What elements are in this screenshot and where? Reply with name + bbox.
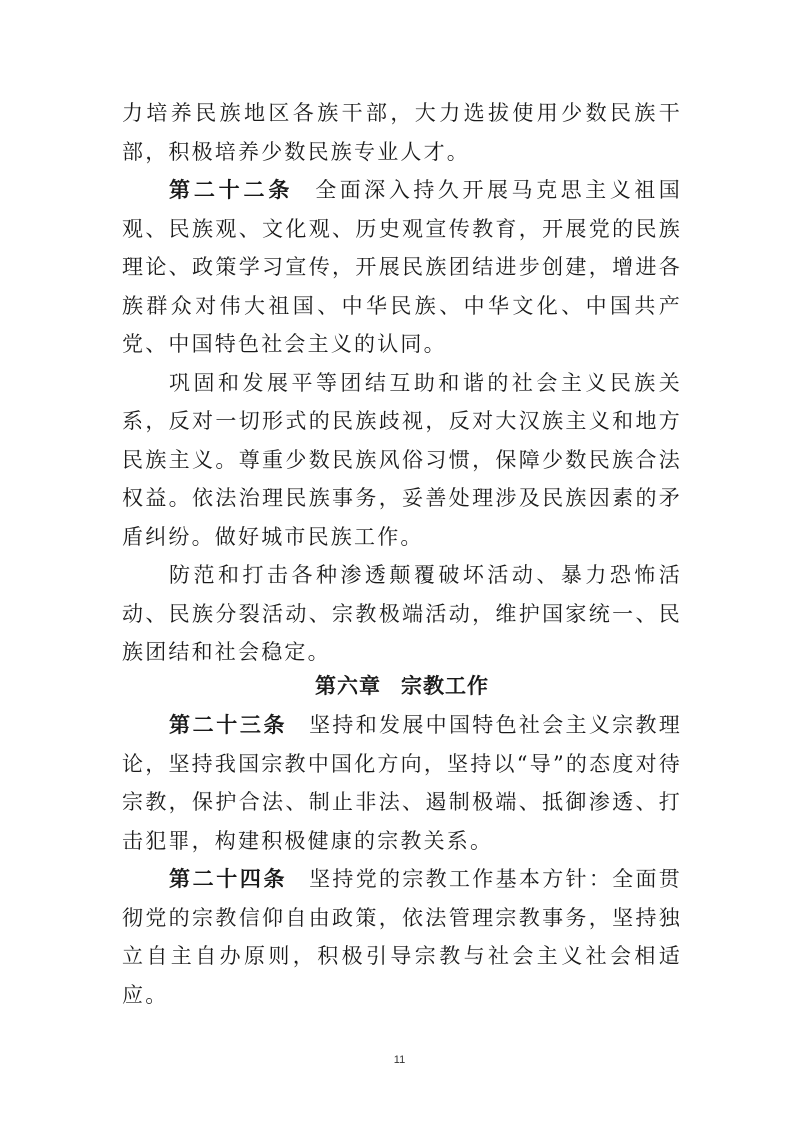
article-22	[122, 171, 682, 364]
body-text-bottom	[122, 706, 682, 1014]
article-22-label: 第二十二条	[169, 178, 294, 202]
paragraph-continuation: 力培养民族地区各族干部，大力选拔使用少数民族干部，积极培养少数民族专业人才。	[122, 101, 682, 164]
article-24-text: 坚持党的宗教工作基本方针：全面贯彻党的宗教信仰自由政策，依法管理宗教事务，坚持独立自主自办原则，积极引导宗教与社会主义社会相适应。	[122, 867, 682, 1007]
chapter-block	[122, 667, 682, 706]
article-24-label: 第二十四条	[169, 867, 288, 891]
article-23	[122, 706, 682, 860]
paragraph-ethnic-relations: 巩固和发展平等团结互助和谐的社会主义民族关系，反对一切形式的民族歧视，反对大汉族主义和地方民族主义。尊重少数民族风俗习惯，保障少数民族合法权益。依法治理民族事务，妥善处理涉及民族因素的矛盾纠纷。做好城市民族工作。	[122, 370, 682, 549]
chapter-number: 第六章	[315, 674, 381, 698]
article-24	[122, 860, 682, 1014]
chapter-title: 宗教工作	[401, 674, 489, 698]
article-22-text: 全面深入持久开展马克思主义祖国观、民族观、文化观、历史观宣传教育，开展党的民族理论、政策学习宣传，开展民族团结进步创建，增进各族群众对伟大祖国、中华民族、中华文化、中国共产党、中国特色社会主义的认同。	[122, 178, 683, 356]
page-number: 11	[393, 1054, 406, 1066]
body-text-top	[122, 94, 682, 672]
chapter-heading	[122, 667, 682, 706]
article-23-label: 第二十三条	[169, 713, 288, 737]
article-23-text: 坚持和发展中国特色社会主义宗教理论，坚持我国宗教中国化方向，坚持以“导”的态度对待宗教，保护合法、制止非法、遏制极端、抵御渗透、打击犯罪，构建积极健康的宗教关系。	[122, 713, 682, 853]
paragraph-anti-separatism: 防范和打击各种渗透颠覆破坏活动、暴力恐怖活动、民族分裂活动、宗教极端活动，维护国家统一、民族团结和社会稳定。	[122, 563, 682, 664]
